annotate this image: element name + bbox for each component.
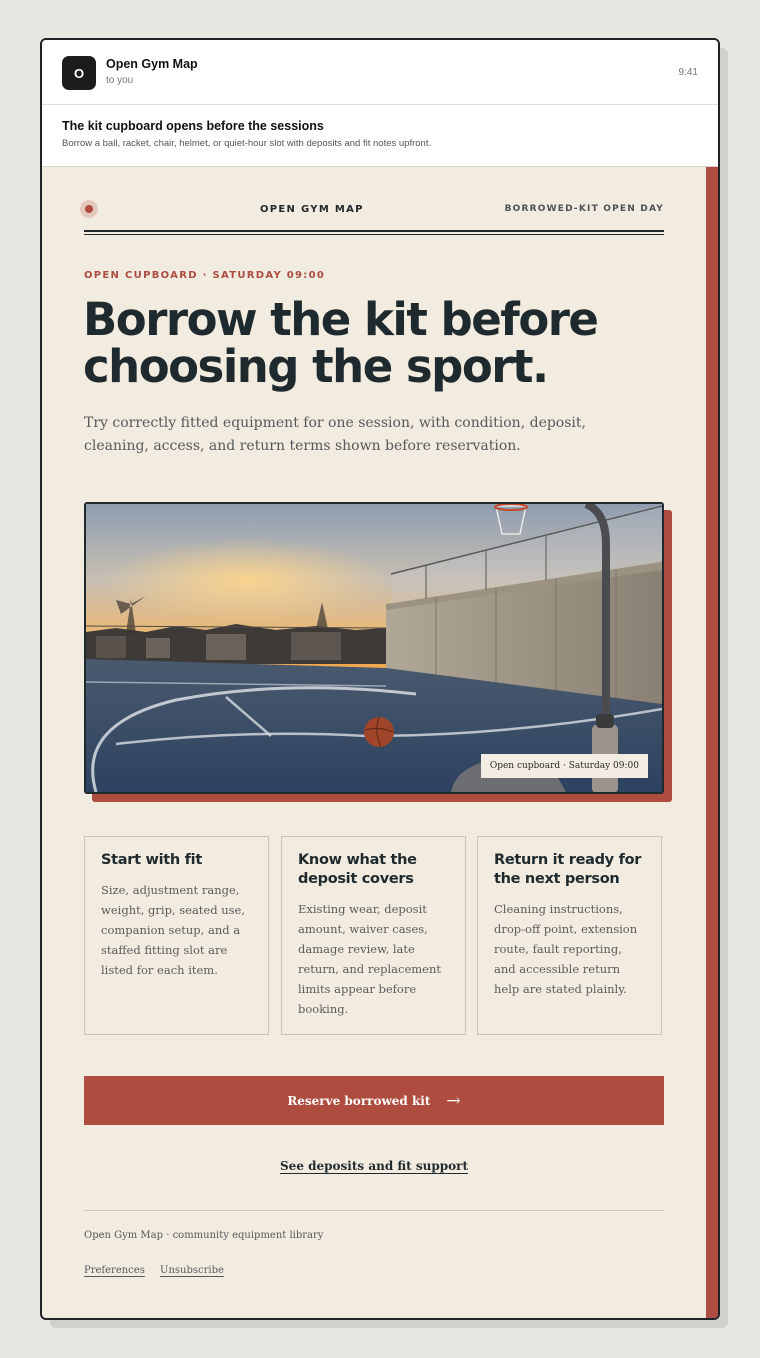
email-preview: Borrow a ball, racket, chair, helmet, or quiet-hour slot with deposits and fit notes upfront. xyxy=(62,138,432,149)
event-name: BORROWED-KIT OPEN DAY xyxy=(504,204,664,214)
feature-title: Know what the deposit covers xyxy=(298,852,417,887)
accent-side-bar xyxy=(706,167,718,1318)
sender-avatar: O xyxy=(62,56,96,90)
feature-card-fit xyxy=(84,836,269,1035)
reserve-kit-label: Reserve borrowed kit xyxy=(287,1093,431,1108)
brand-dot-core xyxy=(85,205,93,213)
feature-body: Cleaning instructions, drop-off point, extension route, fault reporting, and accessible return help are stated plainly. xyxy=(494,902,638,996)
feature-title: Return it ready for the next person xyxy=(494,852,642,887)
deposits-fit-support-link[interactable]: See deposits and fit support xyxy=(280,1159,468,1173)
reserve-kit-button[interactable] xyxy=(84,1076,664,1125)
masthead-rule-thin xyxy=(84,234,664,235)
email-subject: The kit cupboard opens before the sessions xyxy=(62,119,324,133)
photo-caption: Open cupboard · Saturday 09:00 xyxy=(481,754,648,778)
hero-lede: Try correctly fitted equipment for one session, with condition, deposit, cleaning, access, and return terms shown before reservation. xyxy=(84,415,586,454)
hero-eyebrow: OPEN CUPBOARD · SATURDAY 09:00 xyxy=(84,270,326,281)
hero-photo xyxy=(84,502,664,794)
email-header xyxy=(42,40,718,105)
masthead-rule xyxy=(84,230,664,232)
feature-card-return xyxy=(477,836,662,1035)
footer-organization: Open Gym Map · community equipment library xyxy=(84,1230,324,1241)
preferences-link[interactable]: Preferences xyxy=(84,1265,145,1276)
feature-card-deposit xyxy=(281,836,466,1035)
footer-divider xyxy=(84,1210,664,1211)
recipient-label: to you xyxy=(106,75,134,86)
arrow-right-icon: → xyxy=(446,1090,461,1111)
basketball-court-illustration xyxy=(86,504,662,792)
feature-body: Existing wear, deposit amount, waiver cases, damage review, late return, and replacement limits appear before booking. xyxy=(298,902,442,1016)
feature-title: Start with fit xyxy=(101,852,202,868)
hero-headline: Borrow the kit before choosing the sport. xyxy=(83,293,598,393)
footer-links xyxy=(84,1265,236,1276)
secondary-link-row xyxy=(42,1155,706,1174)
sender-name: Open Gym Map xyxy=(106,57,198,71)
feature-body: Size, adjustment range, weight, grip, seated use, companion setup, and a staffed fitting slot are listed for each item. xyxy=(101,883,246,977)
subject-bar xyxy=(42,105,718,167)
timestamp: 9:41 xyxy=(678,67,698,78)
email-card xyxy=(40,38,720,1320)
brand-name: OPEN GYM MAP xyxy=(260,204,364,215)
unsubscribe-link[interactable]: Unsubscribe xyxy=(160,1265,224,1276)
